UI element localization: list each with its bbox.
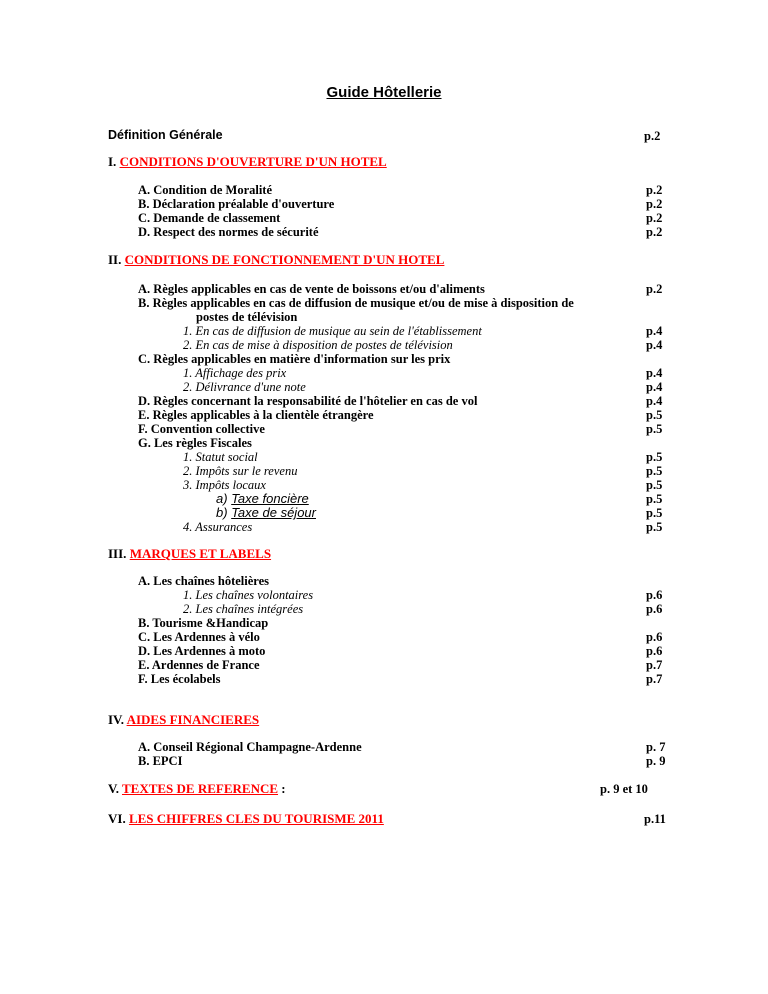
toc-page: p. 9 (646, 754, 666, 768)
toc-item: B. Tourisme &Handicap (138, 616, 269, 630)
section-6-heading[interactable]: VI. LES CHIFFRES CLES DU TOURISME 2011 (108, 811, 384, 826)
toc-page: p.2 (646, 282, 663, 296)
toc-item: A. Les chaînes hôtelières (138, 574, 270, 588)
section-3-heading[interactable]: III. MARQUES ET LABELS (108, 546, 272, 561)
toc-item: B. EPCI (138, 754, 183, 768)
toc-page: p.6 (646, 630, 663, 644)
toc-page: p.4 (646, 380, 663, 394)
toc-page: p.7 (646, 658, 663, 672)
toc-page: p.5 (646, 492, 663, 506)
toc-page: p.2 (646, 211, 663, 225)
section-4-title-link[interactable]: AIDES FINANCIERES (126, 712, 260, 727)
toc-subitem: 1. Affichage des prix (183, 366, 287, 380)
toc-page: p.4 (646, 338, 663, 352)
taxe-fonciere-link[interactable]: Taxe foncière (231, 491, 309, 506)
toc-page: p.4 (646, 366, 663, 380)
section-1-title-link[interactable]: CONDITIONS D'OUVERTURE D'UN HOTEL (119, 154, 387, 169)
toc-subitem: 1. Statut social (183, 450, 258, 464)
section-2-heading[interactable]: II. CONDITIONS DE FONCTIONNEMENT D'UN HOTEL (108, 252, 445, 267)
toc-item: A. Condition de Moralité (138, 183, 273, 197)
toc-subitem: 4. Assurances (183, 520, 253, 534)
section-3-title-link[interactable]: MARQUES ET LABELS (129, 546, 272, 561)
section-2-title-link[interactable]: CONDITIONS DE FONCTIONNEMENT D'UN HOTEL (124, 252, 445, 267)
toc-page: p.5 (646, 520, 663, 534)
toc-item: D. Les Ardennes à moto (138, 644, 266, 658)
toc-item: F. Les écolabels (138, 672, 221, 686)
toc-item: C. Demande de classement (138, 211, 281, 225)
toc-item: E. Règles applicables à la clientèle étrangère (138, 408, 374, 422)
toc-item: D. Respect des normes de sécurité (138, 225, 319, 239)
toc-item: A. Règles applicables en cas de vente de boissons et/ou d'aliments (138, 282, 485, 296)
toc-subsubitem[interactable]: a) Taxe foncière (216, 491, 309, 506)
toc-subsubitem[interactable]: b) Taxe de séjour (216, 505, 316, 520)
toc-item: C. Règles applicables en matière d'information sur les prix (138, 352, 451, 366)
toc-page: p.2 (646, 183, 663, 197)
toc-page: p.11 (644, 812, 666, 826)
toc-subitem: 2. En cas de mise à disposition de postes de télévision (183, 338, 453, 352)
toc-subitem: 1. En cas de diffusion de musique au sein de l'établissement (183, 324, 482, 338)
section-6-title-link[interactable]: LES CHIFFRES CLES DU TOURISME 2011 (128, 811, 384, 826)
intro-page: p.2 (644, 129, 661, 143)
intro-label: Définition Générale (108, 128, 223, 142)
toc-page: p.2 (646, 225, 663, 239)
toc-page: p.2 (646, 197, 663, 211)
toc-page: p.6 (646, 644, 663, 658)
toc-page: p.4 (646, 324, 663, 338)
toc-subitem: 2. Les chaînes intégrées (183, 602, 304, 616)
section-1-heading[interactable]: I. CONDITIONS D'OUVERTURE D'UN HOTEL (108, 154, 387, 169)
toc-page: p.5 (646, 422, 663, 436)
toc-item: B. Règles applicables en cas de diffusion de musique et/ou de mise à disposition de (138, 296, 574, 310)
toc-page: p. 9 et 10 (600, 782, 648, 796)
toc-page: p.7 (646, 672, 663, 686)
toc-page: p.5 (646, 450, 663, 464)
toc-page: p. 7 (646, 740, 666, 754)
toc-subitem: 2. Délivrance d'une note (183, 380, 306, 394)
section-5-title-link[interactable]: TEXTES DE REFERENCE (121, 781, 279, 796)
toc-item: G. Les règles Fiscales (138, 436, 252, 450)
toc-subitem: 1. Les chaînes volontaires (183, 588, 314, 602)
toc-subitem: 3. Impôts locaux (183, 478, 266, 492)
toc-item: A. Conseil Régional Champagne-Ardenne (138, 740, 362, 754)
section-4-heading[interactable]: IV. AIDES FINANCIERES (108, 712, 260, 727)
toc-subitem: 2. Impôts sur le revenu (183, 464, 298, 478)
toc-page: p.6 (646, 588, 663, 602)
toc-page: p.5 (646, 408, 663, 422)
toc-page: p.6 (646, 602, 663, 616)
toc-page: p.5 (646, 464, 663, 478)
toc-page: p.5 (646, 506, 663, 520)
toc-item: E. Ardennes de France (138, 658, 260, 672)
toc-page: p.5 (646, 478, 663, 492)
toc-item: C. Les Ardennes à vélo (138, 630, 260, 644)
toc-page: p.4 (646, 394, 663, 408)
page-title: Guide Hôtellerie (326, 84, 442, 101)
toc-item: B. Déclaration préalable d'ouverture (138, 197, 335, 211)
section-5-heading[interactable]: V. TEXTES DE REFERENCE : (108, 781, 286, 796)
taxe-de-sejour-link[interactable]: Taxe de séjour (231, 505, 316, 520)
toc-item: F. Convention collective (138, 422, 265, 436)
toc-item: postes de télévision (196, 310, 298, 324)
toc-item: D. Règles concernant la responsabilité de l'hôtelier en cas de vol (138, 394, 478, 408)
